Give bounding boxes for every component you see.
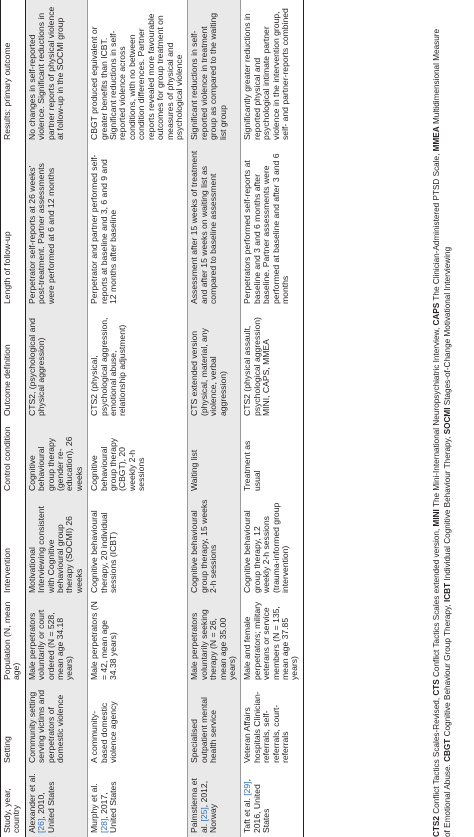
cell-population: Male perpetrators (N = 42, mean age 34.38 years) <box>89 601 119 680</box>
citation-link[interactable]: [28] <box>98 818 109 833</box>
cell-setting: Specialised outpatient mental health service <box>189 697 219 763</box>
cell-followup: Assessment after 15 weeks of treatment and after 15 weeks on waiting list as compared to baseline assessment <box>189 150 219 304</box>
table-header-row <box>1 0 26 837</box>
footnote-line-2: of Emotional Abuse. CBGT Cognitive Behaviour Group Therapy, ICBT Individual Cognitive Behaviour Therapy, SOCMI Stages-of-Change Motivational Interviewing <box>442 246 452 837</box>
table-row <box>25 0 87 837</box>
cell-control: Treatment as usual <box>242 440 262 491</box>
cell-results: No changes in self-reported violence. Significant reductions in partner reports of physical violence at follow-up in the SOCMI group <box>26 6 66 140</box>
cell-study: Murphy et al. [28], 2017, United States <box>89 781 119 833</box>
table-row <box>241 0 303 837</box>
cell-outcome: CTS2, (psychological and physical aggression) <box>26 318 47 416</box>
cell-control: Waiting list <box>189 449 200 491</box>
cell-setting: Community setting serving victims and perpetrators of domestic violence <box>26 689 66 763</box>
cell-followup: Perpetrators performed self-reports at baseline and 3 and 6 months after baseline. Partner assessments were performed at baseline and after 3 and 6 months <box>242 153 290 304</box>
footnote-line-1: CTS2 Conflict Tactics Scales-Revised, CTS Conflict Tactics Scales extended version, MINI The Mini-International Neuropsychiatric Interview, CAPS The Clinician-Administered PTSD Scale, MMEA Multidimensional Measure <box>432 28 441 837</box>
cell-followup: Perpetrator and partner performed self-reports at baseline and 3, 6 and 9 and 12 months after baseline <box>89 154 119 304</box>
cell-control: Cognitive behavioural group therapy (gender re-education), 26 weeks <box>26 436 84 491</box>
header-population: Population (N, mean age) <box>2 601 22 680</box>
cell-population: Male perpetrators voluntarily or court ordered (N = 528, mean age 34.18 years) <box>26 609 75 680</box>
cell-intervention: Cognitive behavioural group therapy, 15 weeks 2-h sessions <box>189 499 219 593</box>
cell-population: Male and female perpetrators; military veterans or service members (N = 135, mean age 37.85 years) <box>242 601 300 680</box>
cell-intervention: Cognitive behavioural group therapy, 12 weekly 2-h sessions (trauma-informed group intervention) <box>242 502 290 593</box>
header-intervention: Intervention <box>2 548 12 593</box>
cell-study: Taft et al. [29], 2016, United States <box>242 779 272 833</box>
cell-results: Significant reductions in self-reported violence in treatment group as compared to the waiting list group <box>189 12 228 140</box>
cell-intervention: Cognitive behavioural therapy, 20 individual sessions (ICBT) <box>89 510 119 593</box>
header-setting: Setting <box>2 736 12 763</box>
cell-intervention: Motivational Interviewing consistent with Cognitive behavioural group therapy (SOCMI) 26 weeks <box>26 506 84 593</box>
cell-population: Male perpetrators voluntarily seeking therapy (N = 26, mean age 35.00 years) <box>189 609 237 680</box>
cell-results: Significantly greater reductions in reported physical and psychological intimate partner violence in the intervention group, self- and partner-reports combined <box>242 8 290 140</box>
table-footnote <box>432 4 453 837</box>
cell-setting: A community-based domestic violence agency <box>89 701 119 763</box>
citation-link[interactable]: [29] <box>242 781 253 796</box>
header-control: Control condition <box>2 426 12 491</box>
cell-study: Palmstierna et al. [25], 2012, Norway <box>189 778 219 833</box>
citation-link[interactable]: [25] <box>198 807 209 822</box>
table-row <box>88 0 188 837</box>
header-results: Results: primary outcome <box>2 42 12 140</box>
cell-outcome: CTS2 (physical assault, psychological aggression) MINI, CAPS, MMEA <box>242 317 272 416</box>
header-study: Study, year, country <box>2 788 22 833</box>
cell-control: Cognitive behavioural group therapy (CBGT), 20 weekly 2-h sessions <box>89 437 147 491</box>
cell-outcome: CTS extended version (physical, material, any violence, verbal aggression) <box>189 328 228 416</box>
cell-setting: Veteran Affairs hospitals Clinician-referrals, self-referrals, court-referrals <box>242 691 290 763</box>
cell-followup: Perpetrator self-reports at 26 weeks' post-treatment. Partner assessments were performed at 6 and 12 months <box>26 163 56 304</box>
cell-study: Alexander et al. [26], 2010, United States <box>26 773 56 833</box>
table-row <box>188 0 241 837</box>
cell-outcome: CTS2 (physical, psychological aggression, emotional abuse, relationship adjustment) <box>89 317 128 416</box>
header-outcome: Outcome definition <box>2 344 12 416</box>
citation-link[interactable]: [26] <box>36 818 47 833</box>
header-followup: Length of follow-up <box>2 231 12 304</box>
cell-results: CBGT produced equivalent or greater benefits than ICBT. Significant reductions in self-reported violence across conditions, with no between condition differences. Partner reports revealed more favourable outcomes for group treatment on measures of physical and psychological violence <box>89 13 184 140</box>
